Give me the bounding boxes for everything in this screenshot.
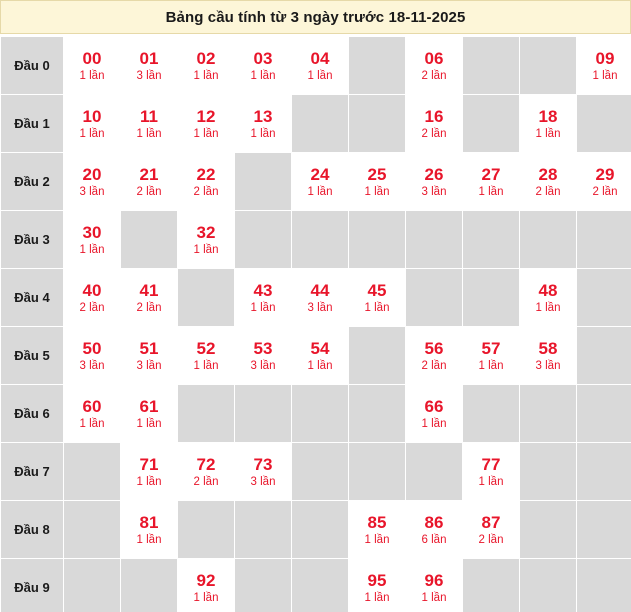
empty-cell: [520, 559, 577, 612]
cell-placeholder: [292, 95, 348, 152]
number-cell[interactable]: [64, 95, 121, 153]
number-cell[interactable]: [292, 269, 349, 327]
row-header-label: Đầu 7: [14, 464, 50, 479]
number-cell[interactable]: [121, 443, 178, 501]
cell-number: 18: [538, 106, 558, 126]
cell-count: 3 lần: [136, 359, 162, 372]
cell-number: 58: [538, 338, 558, 358]
cell-placeholder: [349, 327, 405, 384]
cell-number: 13: [253, 106, 273, 126]
cell-number: 28: [538, 164, 558, 184]
cell-number: 29: [595, 164, 615, 184]
number-cell[interactable]: [577, 37, 631, 95]
empty-cell: [463, 269, 520, 327]
cell-placeholder: [64, 443, 120, 500]
cell-placeholder: [235, 211, 291, 268]
number-cell[interactable]: [64, 153, 121, 211]
cell-count: 1 lần: [592, 69, 618, 82]
cell-placeholder: [520, 385, 576, 442]
cell-placeholder: [121, 211, 177, 268]
number-cell[interactable]: [406, 559, 463, 612]
cell-placeholder: [235, 385, 291, 442]
cell-placeholder: [520, 211, 576, 268]
table-row: [1, 501, 631, 559]
empty-cell: [577, 269, 631, 327]
empty-cell: [64, 501, 121, 559]
number-cell[interactable]: [64, 211, 121, 269]
number-cell[interactable]: [463, 327, 520, 385]
cell-count: 6 lần: [421, 533, 447, 546]
cell-count: 1 lần: [478, 185, 504, 198]
number-cell[interactable]: [64, 327, 121, 385]
cell-placeholder: [463, 269, 519, 326]
cell-placeholder: [577, 385, 631, 442]
cell-number: 81: [139, 512, 159, 532]
row-header-label: Đầu 0: [14, 58, 50, 73]
cell-placeholder: [64, 559, 120, 612]
cell-placeholder: [349, 443, 405, 500]
number-cell[interactable]: [520, 327, 577, 385]
number-cell[interactable]: [406, 501, 463, 559]
cell-number: 57: [481, 338, 501, 358]
cell-number: 95: [367, 570, 387, 590]
row-header-label: Đầu 3: [14, 232, 50, 247]
table-row: [1, 95, 631, 153]
number-cell[interactable]: [406, 327, 463, 385]
number-cell[interactable]: [349, 153, 406, 211]
empty-cell: [235, 211, 292, 269]
number-cell[interactable]: [235, 327, 292, 385]
row-header-6: [1, 385, 64, 443]
cell-count: 2 lần: [535, 185, 561, 198]
cell-placeholder: [577, 501, 631, 558]
cell-number: 11: [140, 106, 158, 126]
number-cell[interactable]: [64, 269, 121, 327]
empty-cell: [577, 327, 631, 385]
row-header-1: [1, 95, 64, 153]
cell-count: 1 lần: [193, 127, 219, 140]
row-header-0: [1, 37, 64, 95]
empty-cell: [349, 327, 406, 385]
cell-number: 02: [196, 48, 216, 68]
cell-number: 73: [253, 454, 273, 474]
cell-count: 1 lần: [421, 417, 447, 430]
empty-cell: [121, 211, 178, 269]
cell-placeholder: [235, 153, 291, 210]
empty-cell: [235, 559, 292, 612]
cell-number: 16: [424, 106, 444, 126]
page-title-bar: [0, 0, 631, 34]
empty-cell: [520, 443, 577, 501]
empty-cell: [577, 211, 631, 269]
cell-number: 53: [253, 338, 273, 358]
number-cell[interactable]: [406, 37, 463, 95]
number-cell[interactable]: [235, 37, 292, 95]
cell-number: 30: [82, 222, 102, 242]
number-cell[interactable]: [178, 153, 235, 211]
cell-number: 20: [82, 164, 102, 184]
empty-cell: [64, 559, 121, 612]
number-cell[interactable]: [406, 153, 463, 211]
cell-number: 87: [481, 512, 501, 532]
cell-placeholder: [577, 269, 631, 326]
cell-number: 43: [253, 280, 273, 300]
cell-number: 01: [139, 48, 159, 68]
number-cell[interactable]: [349, 269, 406, 327]
cell-count: 1 lần: [193, 69, 219, 82]
cell-number: 40: [82, 280, 102, 300]
empty-cell: [577, 95, 631, 153]
cell-number: 41: [139, 280, 159, 300]
table-row: [1, 153, 631, 211]
cell-count: 2 lần: [592, 185, 618, 198]
cell-count: 1 lần: [193, 359, 219, 372]
cell-placeholder: [520, 37, 576, 94]
cell-placeholder: [463, 559, 519, 612]
cell-placeholder: [520, 559, 576, 612]
empty-cell: [463, 95, 520, 153]
number-cell[interactable]: [178, 211, 235, 269]
number-cell[interactable]: [235, 95, 292, 153]
cell-placeholder: [520, 443, 576, 500]
row-header-label: Đầu 5: [14, 348, 50, 363]
cell-count: 1 lần: [79, 69, 105, 82]
cell-number: 44: [310, 280, 330, 300]
cell-count: 1 lần: [307, 185, 333, 198]
cell-placeholder: [406, 269, 462, 326]
cell-number: 54: [310, 338, 330, 358]
cell-placeholder: [178, 501, 234, 558]
frequency-table: [0, 36, 631, 612]
row-header-9: [1, 559, 64, 612]
cell-count: 1 lần: [364, 301, 390, 314]
cell-placeholder: [292, 385, 348, 442]
cell-number: 48: [538, 280, 558, 300]
empty-cell: [292, 443, 349, 501]
empty-cell: [292, 95, 349, 153]
cell-number: 61: [139, 396, 159, 416]
empty-cell: [292, 385, 349, 443]
cell-placeholder: [292, 559, 348, 612]
cell-placeholder: [349, 385, 405, 442]
cell-number: 45: [367, 280, 387, 300]
number-cell[interactable]: [121, 269, 178, 327]
cell-placeholder: [349, 37, 405, 94]
number-cell[interactable]: [121, 501, 178, 559]
cell-placeholder: [292, 501, 348, 558]
cell-count: 2 lần: [136, 301, 162, 314]
cell-number: 71: [139, 454, 159, 474]
empty-cell: [349, 385, 406, 443]
table-row: [1, 37, 631, 95]
number-cell[interactable]: [520, 95, 577, 153]
number-cell[interactable]: [235, 269, 292, 327]
number-cell[interactable]: [406, 385, 463, 443]
number-cell[interactable]: [577, 153, 631, 211]
cell-number: 24: [310, 164, 330, 184]
cell-count: 1 lần: [193, 243, 219, 256]
number-cell[interactable]: [463, 501, 520, 559]
empty-cell: [463, 37, 520, 95]
empty-cell: [463, 211, 520, 269]
empty-cell: [577, 443, 631, 501]
cell-number: 22: [196, 164, 216, 184]
empty-cell: [520, 37, 577, 95]
empty-cell: [178, 269, 235, 327]
number-cell[interactable]: [121, 327, 178, 385]
cell-number: 12: [196, 106, 216, 126]
cell-number: 72: [196, 454, 216, 474]
cell-count: 1 lần: [364, 591, 390, 604]
cell-number: 03: [253, 48, 273, 68]
empty-cell: [520, 501, 577, 559]
number-cell[interactable]: [178, 443, 235, 501]
table-row: [1, 327, 631, 385]
number-cell[interactable]: [178, 327, 235, 385]
cell-number: 26: [424, 164, 444, 184]
number-cell[interactable]: [178, 559, 235, 612]
cell-count: 1 lần: [136, 533, 162, 546]
cell-count: 1 lần: [79, 243, 105, 256]
empty-cell: [520, 211, 577, 269]
row-header-label: Đầu 1: [14, 116, 50, 131]
cell-count: 1 lần: [136, 475, 162, 488]
cell-count: 2 lần: [136, 185, 162, 198]
cell-placeholder: [406, 443, 462, 500]
row-header-label: Đầu 6: [14, 406, 50, 421]
row-header-label: Đầu 9: [14, 580, 50, 595]
number-cell[interactable]: [64, 37, 121, 95]
cell-number: 85: [367, 512, 387, 532]
cell-count: 1 lần: [193, 591, 219, 604]
row-header-label: Đầu 8: [14, 522, 50, 537]
cell-count: 2 lần: [421, 127, 447, 140]
row-header-2: [1, 153, 64, 211]
cell-count: 3 lần: [250, 475, 276, 488]
cell-number: 51: [139, 338, 159, 358]
empty-cell: [577, 501, 631, 559]
cell-number: 00: [82, 48, 102, 68]
number-cell[interactable]: [64, 385, 121, 443]
cell-placeholder: [178, 385, 234, 442]
cell-placeholder: [349, 211, 405, 268]
cell-count: 3 lần: [307, 301, 333, 314]
number-cell[interactable]: [463, 443, 520, 501]
cell-number: 66: [424, 396, 444, 416]
number-cell[interactable]: [406, 95, 463, 153]
empty-cell: [406, 269, 463, 327]
number-cell[interactable]: [178, 95, 235, 153]
cell-number: 09: [595, 48, 615, 68]
cell-number: 27: [481, 164, 501, 184]
cell-count: 2 lần: [478, 533, 504, 546]
empty-cell: [577, 559, 631, 612]
cell-number: 32: [196, 222, 216, 242]
cell-placeholder: [178, 269, 234, 326]
empty-cell: [463, 385, 520, 443]
cell-number: 04: [310, 48, 330, 68]
cell-number: 50: [82, 338, 102, 358]
page-title: Bảng cầu tính từ 3 ngày trước 18-11-2025: [165, 8, 466, 26]
cell-placeholder: [349, 95, 405, 152]
empty-cell: [349, 95, 406, 153]
number-cell[interactable]: [292, 327, 349, 385]
cell-placeholder: [463, 211, 519, 268]
empty-cell: [349, 443, 406, 501]
number-cell[interactable]: [121, 37, 178, 95]
row-header-8: [1, 501, 64, 559]
number-cell[interactable]: [121, 95, 178, 153]
cell-number: 21: [139, 164, 159, 184]
cell-count: 3 lần: [250, 359, 276, 372]
cell-count: 2 lần: [193, 475, 219, 488]
empty-cell: [349, 211, 406, 269]
cell-placeholder: [292, 443, 348, 500]
number-cell[interactable]: [292, 153, 349, 211]
cell-placeholder: [406, 211, 462, 268]
row-header-label: Đầu 2: [14, 174, 50, 189]
empty-cell: [292, 559, 349, 612]
cell-number: 06: [424, 48, 444, 68]
table-row: [1, 443, 631, 501]
cell-number: 77: [481, 454, 501, 474]
empty-cell: [235, 385, 292, 443]
cell-count: 1 lần: [307, 69, 333, 82]
table-row: [1, 385, 631, 443]
cell-count: 1 lần: [250, 69, 276, 82]
cell-count: 3 lần: [136, 69, 162, 82]
cell-count: 1 lần: [535, 301, 561, 314]
table-row: [1, 211, 631, 269]
table-row: [1, 269, 631, 327]
cell-count: 1 lần: [364, 185, 390, 198]
cell-count: 1 lần: [79, 127, 105, 140]
cell-placeholder: [463, 385, 519, 442]
cell-placeholder: [577, 327, 631, 384]
cell-count: 3 lần: [79, 359, 105, 372]
cell-count: 1 lần: [478, 475, 504, 488]
number-cell[interactable]: [235, 443, 292, 501]
table-row: [1, 559, 631, 612]
number-cell[interactable]: [520, 269, 577, 327]
cell-count: 1 lần: [136, 127, 162, 140]
empty-cell: [235, 153, 292, 211]
cell-count: 2 lần: [79, 301, 105, 314]
empty-cell: [178, 501, 235, 559]
cell-number: 10: [82, 106, 102, 126]
cell-placeholder: [520, 501, 576, 558]
cell-count: 1 lần: [364, 533, 390, 546]
cell-placeholder: [463, 95, 519, 152]
number-cell[interactable]: [121, 385, 178, 443]
cell-placeholder: [235, 501, 291, 558]
cell-count: 3 lần: [421, 185, 447, 198]
cell-count: 1 lần: [250, 127, 276, 140]
cell-number: 92: [196, 570, 216, 590]
cell-placeholder: [121, 559, 177, 612]
empty-cell: [406, 211, 463, 269]
number-cell[interactable]: [349, 559, 406, 612]
cell-number: 86: [424, 512, 444, 532]
cell-placeholder: [577, 559, 631, 612]
number-cell[interactable]: [178, 37, 235, 95]
cell-count: 1 lần: [79, 417, 105, 430]
cell-placeholder: [235, 559, 291, 612]
empty-cell: [292, 211, 349, 269]
row-header-label: Đầu 4: [14, 290, 50, 305]
cell-placeholder: [577, 95, 631, 152]
cell-count: 3 lần: [79, 185, 105, 198]
cell-count: 1 lần: [307, 359, 333, 372]
cell-count: 1 lần: [136, 417, 162, 430]
row-header-5: [1, 327, 64, 385]
cell-number: 56: [424, 338, 444, 358]
cell-number: 25: [367, 164, 387, 184]
empty-cell: [64, 443, 121, 501]
cell-placeholder: [463, 37, 519, 94]
empty-cell: [121, 559, 178, 612]
cell-count: 2 lần: [421, 359, 447, 372]
empty-cell: [406, 443, 463, 501]
cell-count: 2 lần: [421, 69, 447, 82]
cell-placeholder: [292, 211, 348, 268]
cell-count: 3 lần: [535, 359, 561, 372]
number-cell[interactable]: [121, 153, 178, 211]
row-header-4: [1, 269, 64, 327]
cell-placeholder: [577, 211, 631, 268]
empty-cell: [463, 559, 520, 612]
empty-cell: [178, 385, 235, 443]
empty-cell: [349, 37, 406, 95]
empty-cell: [520, 385, 577, 443]
number-cell[interactable]: [349, 501, 406, 559]
cell-count: 2 lần: [193, 185, 219, 198]
cell-count: 1 lần: [250, 301, 276, 314]
cell-number: 96: [424, 570, 444, 590]
empty-cell: [292, 501, 349, 559]
number-cell[interactable]: [463, 153, 520, 211]
cell-count: 1 lần: [421, 591, 447, 604]
cell-placeholder: [577, 443, 631, 500]
cell-placeholder: [64, 501, 120, 558]
cell-number: 52: [196, 338, 216, 358]
cell-count: 1 lần: [478, 359, 504, 372]
cell-count: 1 lần: [535, 127, 561, 140]
cell-number: 60: [82, 396, 102, 416]
row-header-3: [1, 211, 64, 269]
empty-cell: [577, 385, 631, 443]
row-header-7: [1, 443, 64, 501]
number-cell[interactable]: [520, 153, 577, 211]
number-cell[interactable]: [292, 37, 349, 95]
empty-cell: [235, 501, 292, 559]
